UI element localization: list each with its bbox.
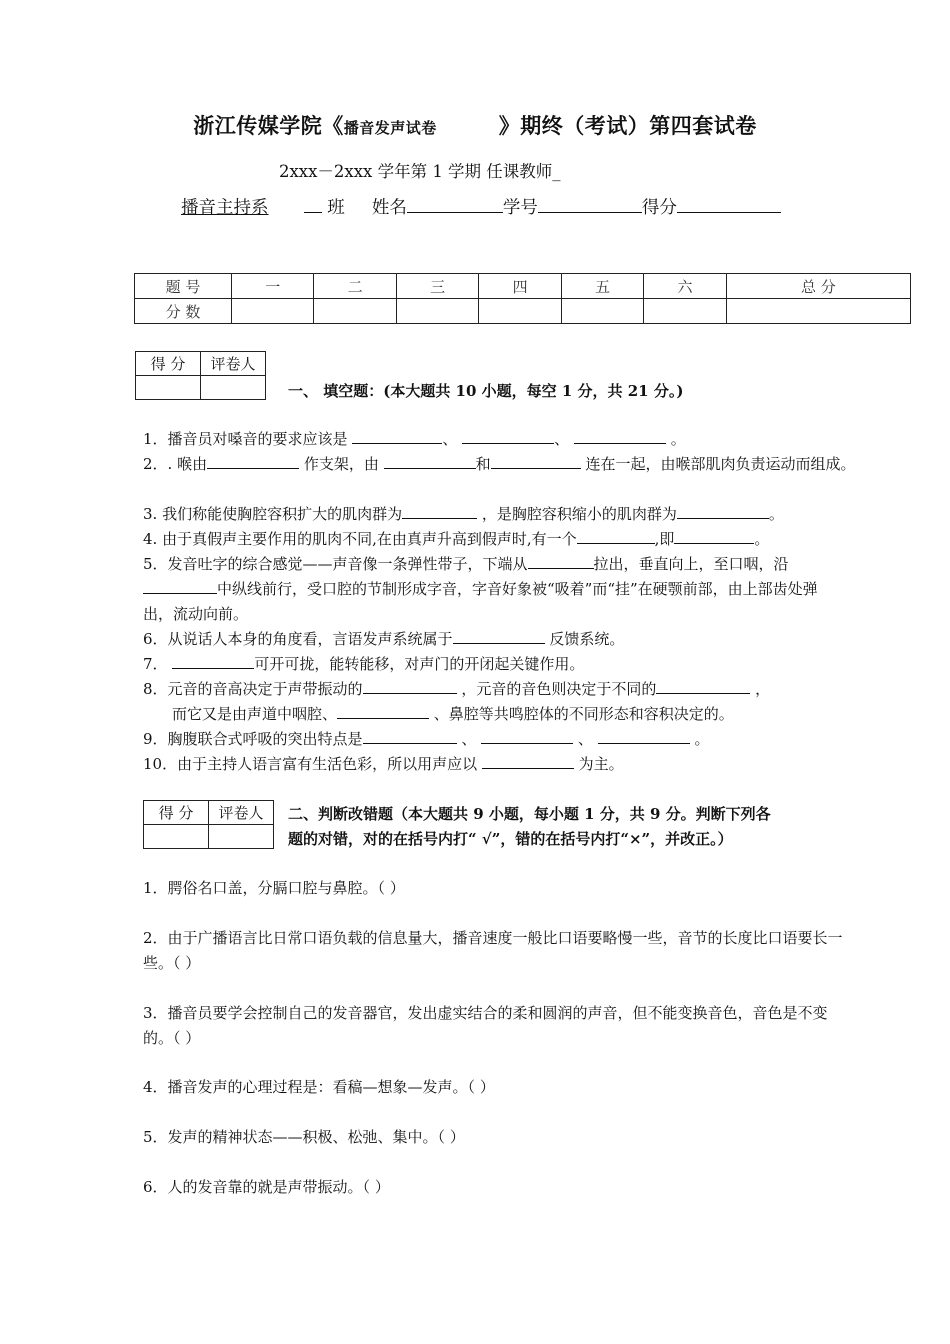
answer-blank[interactable]: [656, 679, 750, 694]
class-label: 班: [327, 198, 345, 218]
question-2-6: 6．人的发音靠的就是声带振动。（ ）: [143, 1178, 390, 1196]
section1-title: 一、 填空题：(本大题共 10 小题，每空 1 分，共 21 分。): [288, 382, 684, 400]
table-cell[interactable]: [314, 299, 396, 324]
table-cell[interactable]: [561, 299, 643, 324]
answer-blank[interactable]: [352, 429, 442, 444]
table-cell[interactable]: [479, 299, 561, 324]
answer-blank[interactable]: [528, 554, 594, 569]
grader-score-cell[interactable]: [136, 376, 201, 400]
question-1-3: 3. 我们称能使胸腔容积扩大的肌肉群为 ，是胸腔容积缩小的肌肉群为 。: [143, 505, 784, 523]
answer-blank[interactable]: [677, 504, 769, 519]
table-cell: 四: [479, 274, 561, 299]
table-cell: 题 号: [135, 274, 232, 299]
question-1-5: 5．发音吐字的综合感觉——声音像一条弹性带子，下端从 拉出，垂直向上，至口咽，沿: [143, 555, 789, 573]
grader-box-section2: [143, 800, 274, 849]
table-cell: 二: [314, 274, 396, 299]
exam-subtitle: 2xxx－2xxx 学年第 1 学期 任课教师_: [279, 162, 561, 181]
grader-name-label: 评卷人: [201, 352, 266, 376]
answer-blank[interactable]: [574, 429, 666, 444]
answer-blank[interactable]: [363, 679, 457, 694]
section2-title-line2: 题的对错，对的在括号内打“ √”，错的在括号内打“×”，并改正。）: [288, 830, 733, 848]
answer-blank[interactable]: [337, 704, 429, 719]
answer-blank[interactable]: [577, 529, 655, 544]
table-cell: 三: [396, 274, 478, 299]
name-label: 姓名: [371, 198, 407, 218]
table-cell[interactable]: [726, 299, 910, 324]
question-2-1: 1．腭俗名口盖，分膈口腔与鼻腔。（ ）: [143, 879, 405, 897]
table-cell[interactable]: [232, 299, 314, 324]
answer-blank[interactable]: [491, 454, 581, 469]
answer-blank[interactable]: [143, 579, 217, 594]
department-label: 播音主持系: [181, 198, 269, 218]
question-1-9: 9．胸腹联合式呼吸的突出特点是 、 、 。: [143, 730, 710, 748]
grader-name-cell[interactable]: [201, 376, 266, 400]
question-2-2: 2．由于广播语言比日常口语负载的信息量大，播音速度一般比口语要略慢一些，音节的长度比口语要长一些。（ ）: [143, 929, 843, 972]
answer-blank[interactable]: [482, 754, 574, 769]
table-cell: 五: [561, 274, 643, 299]
grader-score-label: 得 分: [136, 352, 201, 376]
question-2-5: 5．发声的精神状态——积极、松弛、集中。（ ）: [143, 1128, 465, 1146]
question-1-2: 2．. 喉由 作支架，由 和 连在一起，由喉部肌肉负责运动而组成。: [143, 455, 856, 473]
student-id-label: 学号: [502, 198, 538, 218]
question-1-6: 6．从说话人本身的角度看，言语发声系统属于 反馈系统。: [143, 630, 625, 648]
question-1-4: 4. 由于真假声主要作用的肌肉不同,在由真声升高到假声时,有一个 ,即 。: [143, 530, 770, 548]
table-cell[interactable]: [644, 299, 726, 324]
answer-blank[interactable]: [481, 729, 573, 744]
class-field[interactable]: [304, 194, 322, 213]
score-label: 得分: [641, 198, 677, 218]
question-1-8: 8．元音的音高决定于声带振动的 ，元音的音色则决定于不同的 ，: [143, 680, 771, 698]
table-cell: 总 分: [726, 274, 910, 299]
question-1-1: 1．播音员对嗓音的要求应该是 、 、 。: [143, 430, 686, 448]
student-id-field[interactable]: [538, 194, 642, 213]
grader-name-cell[interactable]: [209, 825, 274, 849]
question-1-10: 10．由于主持人语言富有生活色彩，所以用声应以 为主。: [143, 755, 624, 773]
student-info-line: [181, 194, 781, 219]
table-cell: 分 数: [135, 299, 232, 324]
table-cell: 六: [644, 274, 726, 299]
score-table-score-row: [135, 299, 911, 324]
answer-blank[interactable]: [363, 729, 457, 744]
answer-blank[interactable]: [384, 454, 476, 469]
answer-blank[interactable]: [402, 504, 477, 519]
table-cell: 一: [232, 274, 314, 299]
score-table-header-row: [135, 274, 911, 299]
question-1-7: 7． 可开可拢，能转能移，对声门的开闭起关键作用。: [143, 655, 585, 673]
answer-blank[interactable]: [453, 629, 545, 644]
course-name: 播音发声试卷: [343, 119, 437, 137]
question-1-8-cont: 而它又是由声道中咽腔、 、鼻腔等共鸣腔体的不同形态和容积决定的。: [172, 705, 734, 723]
answer-blank[interactable]: [462, 429, 554, 444]
grader-score-cell[interactable]: [144, 825, 209, 849]
question-2-3: 3．播音员要学会控制自己的发音器官，发出虚实结合的柔和圆润的声音，但不能变换音色，音色是不变的。（ ）: [143, 1004, 828, 1047]
answer-blank[interactable]: [207, 454, 299, 469]
score-table: [134, 273, 911, 324]
grader-score-label: 得 分: [144, 801, 209, 825]
answer-blank[interactable]: [674, 529, 754, 544]
name-field[interactable]: [407, 194, 503, 213]
exam-title: 浙江传媒学院《播音发声试卷 》期终（考试）第四套试卷: [193, 113, 757, 138]
answer-blank[interactable]: [172, 654, 254, 669]
score-field[interactable]: [677, 194, 781, 213]
answer-blank[interactable]: [598, 729, 690, 744]
question-1-5-cont: 中纵线前行，受口腔的节制形成字音，字音好象被“吸着”而“挂”在硬颚前部，由上部齿处弹出，流动向前。: [143, 580, 818, 623]
grader-name-label: 评卷人: [209, 801, 274, 825]
question-2-4: 4．播音发声的心理过程是：看稿—想象—发声。（ ）: [143, 1078, 495, 1096]
grader-box-section1: [135, 351, 266, 400]
section2-title-line1: 二、判断改错题（本大题共 9 小题，每小题 1 分，共 9 分。判断下列各: [288, 805, 771, 823]
table-cell[interactable]: [396, 299, 478, 324]
